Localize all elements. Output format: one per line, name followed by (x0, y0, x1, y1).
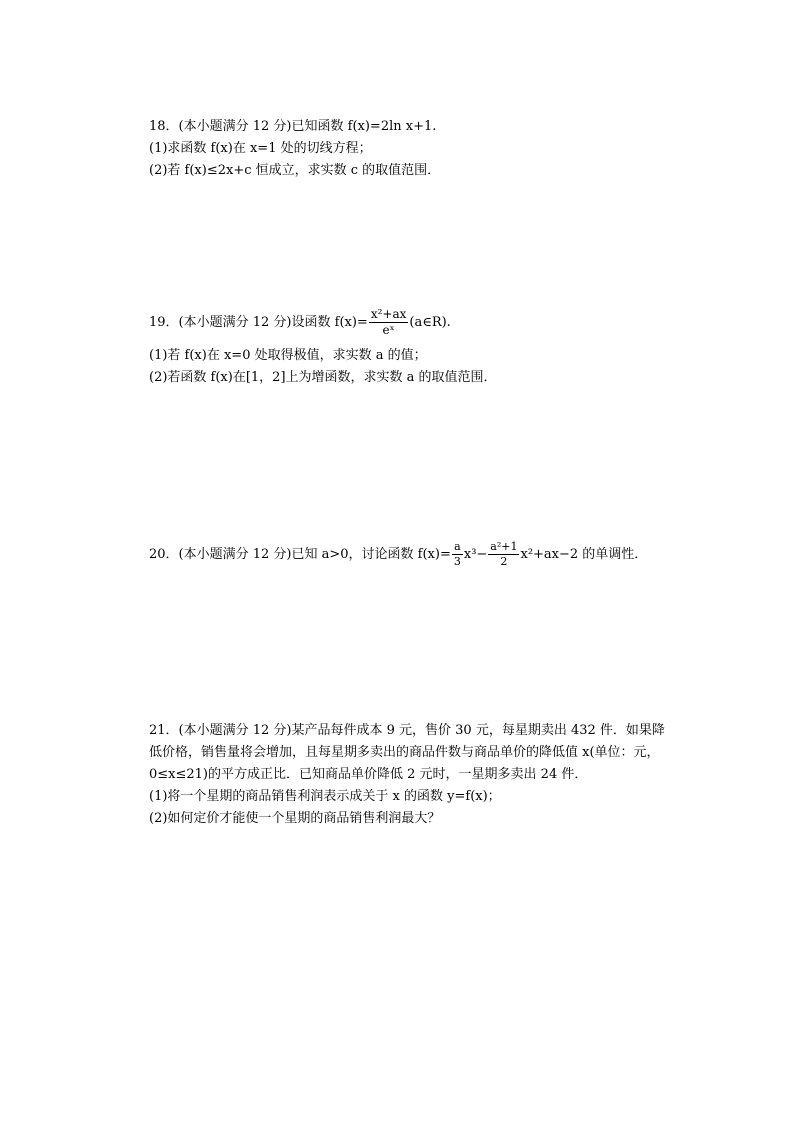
q19-suffix: (a∈R). (409, 315, 451, 330)
q20-mid: x³− (463, 547, 488, 562)
q21-line-3: 0≤x≤21)的平方成正比．已知商品单价降低 2 元时，一星期多卖出 24 件． (149, 767, 588, 782)
q18-prefix: (本小题满分 12 分)已知函数 (178, 119, 348, 134)
q20-fraction-2 (488, 540, 519, 569)
q21-line-2: 低价格，销售量将会增加，且每星期多卖出的商品件数与商品单价的降低值 x(单位：元， (149, 745, 660, 760)
q20-fraction-1-numerator: a (452, 540, 463, 555)
q19-stem (149, 306, 451, 340)
q18-stem (149, 118, 436, 136)
q20-fraction-2-numerator: a²+1 (490, 540, 518, 553)
q19-denominator: eˣ (382, 323, 395, 337)
q20-fraction-1-denominator: 3 (453, 555, 461, 568)
q20-suffix: x²+ax−2 的单调性． (520, 547, 648, 562)
q20-stem (149, 536, 647, 574)
q18-function: f(x)=2ln x+1. (347, 119, 437, 134)
q21-line-1: 21．(本小题满分 12 分)某产品每件成本 9 元，售价 30 元，每星期卖出 432 件．如果降 (149, 723, 665, 738)
q18-number: 18． (149, 119, 179, 134)
q18-part1: (1)求函数 f(x)在 x=1 处的切线方程； (149, 141, 372, 156)
q21-part1: (1)将一个星期的商品销售利润表示成关于 x 的函数 y=f(x)； (149, 789, 501, 804)
q19-fraction (369, 307, 409, 338)
q21-part2: (2)如何定价才能使一个星期的商品销售利润最大？ (149, 811, 441, 826)
q19-part1: (1)若 f(x)在 x=0 处取得极值，求实数 a 的值； (149, 348, 427, 363)
q19-number: 19． (149, 315, 179, 330)
q19-numerator: x²+ax (370, 307, 407, 321)
q19-part2: (2)若函数 f(x)在[1，2]上为增函数，求实数 a 的取值范围． (149, 370, 497, 385)
q18-part2: (2)若 f(x)≤2x+c 恒成立，求实数 c 的取值范围． (149, 163, 441, 178)
q20-number: 20． (149, 547, 179, 562)
q20-fraction-2-denominator: 2 (500, 555, 508, 568)
q20-prefix: (本小题满分 12 分)已知 a>0，讨论函数 f(x)= (178, 547, 451, 562)
q20-fraction-1 (452, 540, 463, 569)
q19-prefix: (本小题满分 12 分)设函数 f(x)= (178, 315, 368, 330)
